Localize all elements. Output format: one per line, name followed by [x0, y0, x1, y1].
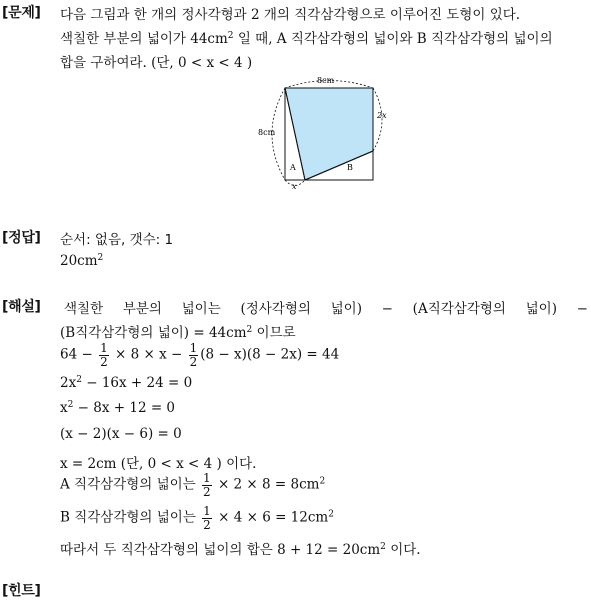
final-statement: 따라서 두 직각삼각형의 넓이의 합은 $8 + 12 = 20cm^2$ 이다. [60, 542, 421, 558]
problem-line-2: 색칠한 부분의 넓이가 $44cm^2$ 일 때, A 직각삼각형의 넓이와 B 직각삼각형의 넓이의 [60, 31, 553, 47]
solution-line-1: 색칠한 부분의 넓이는 (정사각형의 넓이) − (A직각삼각형의 넓이) − [64, 301, 588, 317]
triangle-b-area: B 직각삼각형의 넓이는 $\frac{1}{2}$ × $4 \times 6 = 12cm^2$ [60, 504, 334, 532]
geometry-figure [255, 73, 395, 191]
left-dimension-label: 8cm [258, 128, 276, 137]
solution-label: [해설] [2, 299, 41, 315]
triangle-a-area: A 직각삼각형의 넓이는 $\frac{1}{2}$ × $2 \times 8 = 8cm^2$ [60, 471, 326, 499]
triangle-b-label: B [347, 163, 353, 172]
equation-3: $x^2 - 8x + 12 = 0$ [60, 400, 176, 416]
equation-5: x = 2cm (단, 0 < x < 4 ) 이다. [60, 456, 257, 472]
solution-line-2: (B직각삼각형의 넓이) = $44cm^2$ 이므로 [60, 325, 296, 341]
equation-2: $2x^2 - 16x + 24 = 0$ [60, 375, 193, 391]
bottom-dimension-label: x [292, 182, 297, 191]
problem-line-1: 다음 그림과 한 개의 정사각형과 2 개의 직각삼각형으로 이루어진 도형이 있다. [60, 7, 521, 23]
answer-line-1: 순서: 없음, 갯수: 1 [60, 232, 174, 248]
top-dimension-label: 8cm [317, 76, 335, 85]
right-dimension-label: 2x [377, 111, 387, 120]
equation-1: 64 − $\frac{1}{2}$ × 8 × x − $\frac{1}{2}$ (8 − x)(8 − 2x) = 44 [60, 341, 340, 369]
answer-line-2: $20cm^2$ [60, 253, 104, 269]
equation-4: (x − 2)(x − 6) = 0 [60, 426, 182, 442]
triangle-a-label: A [290, 163, 296, 172]
answer-label: [정답] [2, 230, 41, 246]
problem-line-3: 합을 구하여라. (단, 0 < x < 4 ) [60, 55, 253, 71]
problem-label: [문제] [2, 5, 41, 21]
hint-label: [힌트] [2, 583, 41, 599]
shaded-region [285, 88, 373, 180]
